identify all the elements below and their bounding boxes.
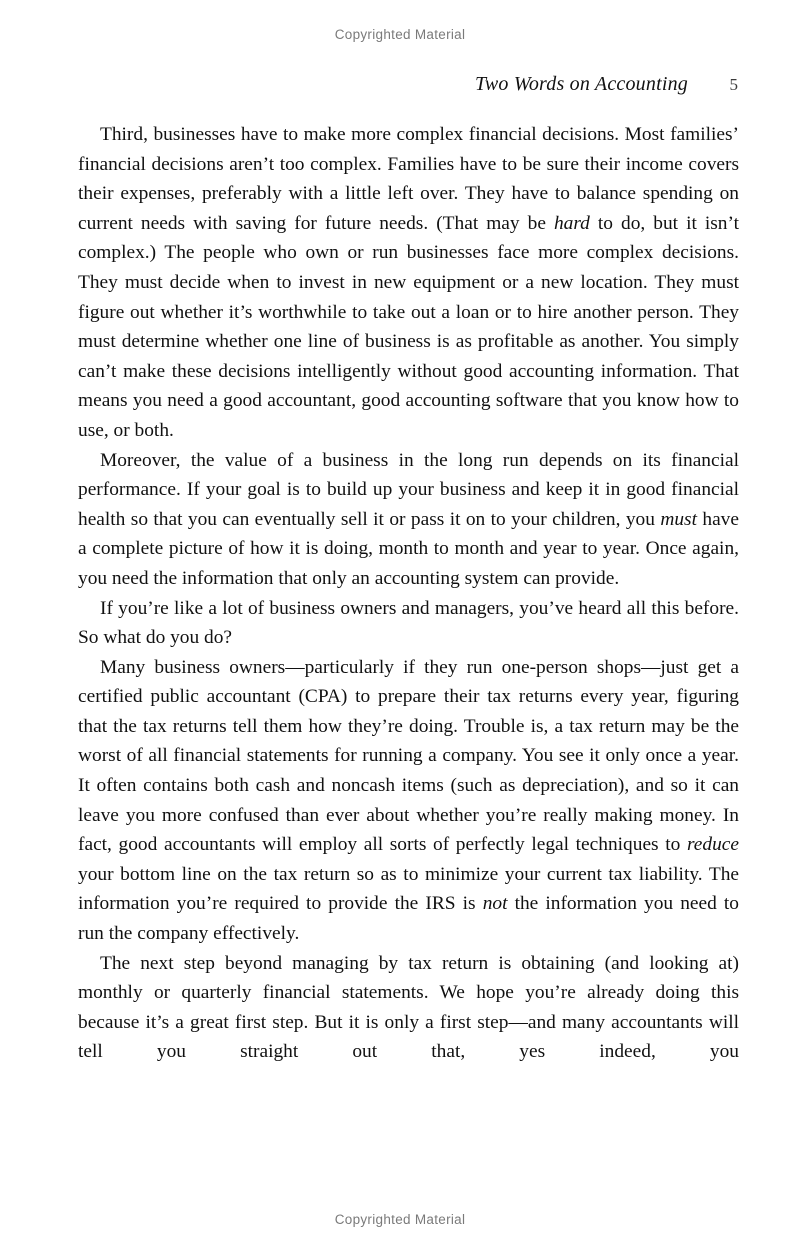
emphasis-text: reduce xyxy=(686,834,739,856)
running-head-title: Two Words on Accounting xyxy=(475,73,688,95)
emphasis-text: hard xyxy=(553,212,590,234)
paragraph: Moreover, the value of a business in the long run depends on its financial performance. If your goal is to build up your business and keep it in good financial health so that you can eventually sell it or pass it on to your children, you must have a complete picture of how it is doing, month to month and year to year. Once again, you need the information that only an accounting system can provide. xyxy=(78,449,739,589)
paragraph: Third, businesses have to make more complex financial decisions. Most families’ financial decisions aren’t too complex. Families have to be sure their income covers their expenses, preferably with a little left over. They have to balance spending on current needs with saving for future needs. (That may be hard to do, but it isn’t complex.) The people who own or run businesses face more complex decisions. They must decide when to invest in new equipment or a new location. They must figure out whether it’s worthwhile to take out a loan or to hire another person. They must determine whether one line of business is as profitable as another. You simply can’t make these decisions intelligently without good accounting information. That means you need a good accountant, good accounting software that you know how to use, or both. xyxy=(78,124,739,441)
paragraph: If you’re like a lot of business owners and managers, you’ve heard all this before. So what do you do? xyxy=(78,597,739,649)
body-text-block xyxy=(78,120,739,1067)
page-number: 5 xyxy=(729,75,738,94)
emphasis-text: must xyxy=(660,508,697,530)
paragraph: The next step beyond managing by tax return is obtaining (and looking at) monthly or quarterly financial statements. We hope you’re already doing this because it’s a great first step. But it is only a first step—and many accountants will tell you straight out that, yes indeed, you xyxy=(78,952,739,1063)
running-head xyxy=(78,73,738,101)
emphasis-text: not xyxy=(482,893,508,915)
paragraph: Many business owners—particularly if they run one-person shops—just get a certified public accountant (CPA) to prepare their tax returns every year, figuring that the tax returns tell them how they’re doing. Trouble is, a tax return may be the worst of all financial statements for running a company. You see it only once a year. It often contains both cash and noncash items (such as depreciation), and so it can leave you more confused than ever about whether you’re really making money. In fact, good accountants will employ all sorts of perfectly legal techniques to reduce your bottom line on the tax return so as to minimize your current tax liability. The information you’re required to provide the IRS is not the information you need to run the company effectively. xyxy=(78,656,739,945)
copyright-watermark-top: Copyrighted Material xyxy=(334,27,466,42)
copyright-watermark-bottom: Copyrighted Material xyxy=(334,1212,466,1227)
